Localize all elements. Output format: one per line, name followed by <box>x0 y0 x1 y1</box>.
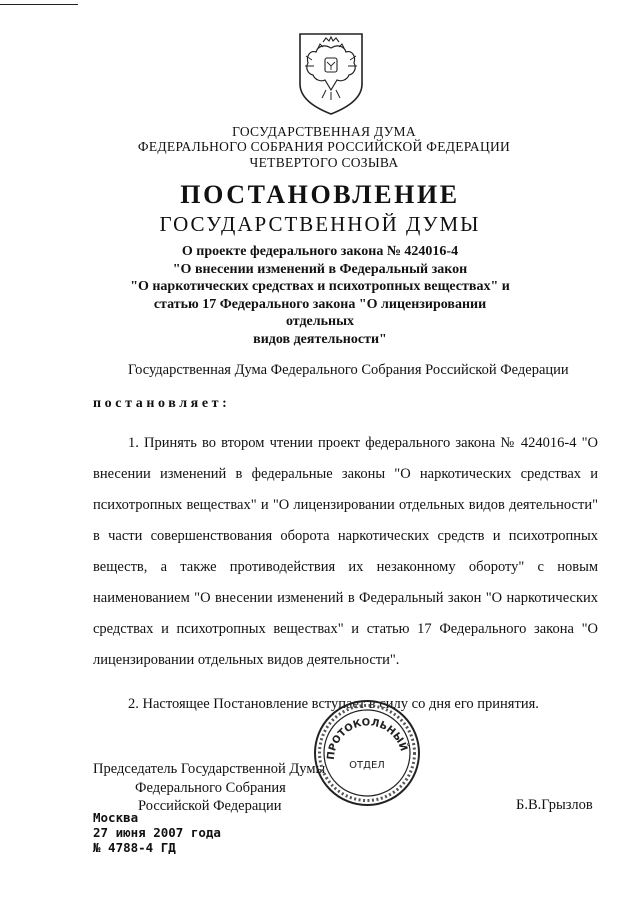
registration-city: Москва <box>93 810 139 825</box>
document-subject <box>120 243 520 348</box>
signatory-title-line-1: Председатель Государственной Думы <box>93 761 326 777</box>
subject-line: видов деятельности" <box>253 331 387 347</box>
paragraph-2: 2. Настоящее Постановление вступает в силу со дня его принятия. <box>128 696 539 712</box>
document-type-title: ПОСТАНОВЛЕНИЕ <box>180 180 460 209</box>
subject-line: "О внесении изменений в Федеральный закон <box>172 261 468 277</box>
corner-rule <box>0 4 78 5</box>
signatory-name: Б.В.Грызлов <box>516 797 593 813</box>
office-stamp <box>312 698 422 808</box>
signatory-title-line-3: Российской Федерации <box>138 798 282 814</box>
resolves-word: постановляет: <box>93 396 231 411</box>
registration-number: № 4788-4 ГД <box>93 840 176 855</box>
subject-line: О проекте федерального закона № 424016-4 <box>181 244 459 259</box>
stamp-arc-text: ПРОТОКОЛЬНЫЙ <box>325 717 409 761</box>
document-issuer: ГОСУДАРСТВЕННОЙ ДУМЫ <box>159 212 481 236</box>
coat-of-arms-icon <box>296 30 366 116</box>
org-name-line-2: ФЕДЕРАЛЬНОГО СОБРАНИЯ РОССИЙСКОЙ ФЕДЕРАЦИИ <box>137 139 511 154</box>
paragraph-1: 1. Принять во втором чтении проект федерального закона № 424016-4 "О внесении изменений в федеральные законы "О наркотических средствах и психотропных веществах" и "О лицензировании отдельных видов деятельности" в части совершенствования оборота наркотических средств и психотропных веществ, а также противодействия их незаконному обороту" с новым наименованием "О внесении изменений в Федеральный закон "О наркотических средствах и психотропных веществах" и статью 17 Федерального закона "О лицензировании отдельных видов деятельности". <box>93 435 598 668</box>
subject-line: статью 17 Федерального закона "О лицензировании отдельных <box>153 296 487 329</box>
convocation-line: ЧЕТВЕРТОГО СОЗЫВА <box>249 155 399 170</box>
signatory-title-line-2: Федерального Собрания <box>135 780 286 796</box>
preamble-text: Государственная Дума Федерального Собрания Российской Федерации <box>128 362 569 378</box>
stamp-center-text: ОТДЕЛ <box>349 760 385 771</box>
subject-line: "О наркотических средствах и психотропных веществах" и <box>130 279 510 294</box>
org-name-line-1: ГОСУДАРСТВЕННАЯ ДУМА <box>232 124 416 139</box>
registration-date: 27 июня 2007 года <box>93 825 221 840</box>
